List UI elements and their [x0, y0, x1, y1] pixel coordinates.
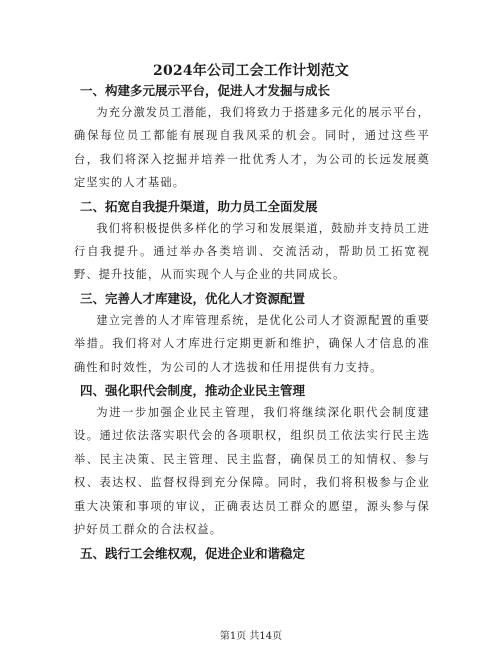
- section-3: [74, 289, 430, 379]
- section-2: [74, 197, 430, 287]
- page-number-footer: 第1页 共14页: [219, 631, 283, 642]
- section-heading: 一、构建多元展示平台，促进人才发掘与成长: [80, 83, 331, 98]
- section-1: [74, 81, 430, 195]
- section-paragraph: 我们将积极提供多样化的学习和发展渠道，鼓励并支持员工进行自我提升。通过举办各类培训、交流活动，帮助员工拓宽视野、提升技能，从而实现个人与企业的共同成长。: [74, 221, 430, 282]
- section-paragraph: 为进一步加强企业民主管理，我们将继续深化职代会制度建设。通过依法落实职代会的各项职权，组织员工依法实行民主选举、民主决策、民主管理、民主监督，确保员工的知情权、参与权、表达权、监督权得到充分保障。同时，我们将积极参与企业重大决策和事项的审议，正确表达员工群众的愿望，源头参与保护好员工群众的合法权益。: [74, 406, 430, 537]
- section-paragraph: 建立完善的人才库管理系统，是优化公司人才资源配置的重要举措。我们将对人才库进行定期更新和维护，确保人才信息的准确性和时效性，为公司的人才选拔和任用提供有力支持。: [74, 313, 430, 374]
- document-title: 2024年公司工会工作计划范文: [153, 63, 349, 79]
- section-heading: 四、强化职代会制度，推动企业民主管理: [80, 383, 306, 399]
- section-paragraph: 为充分激发员工潜能，我们将致力于搭建多元化的展示平台，确保每位员工都能有展现自我风采的机会。同时，通过这些平台，我们将深入挖掘并培养一批优秀人才，为公司的长远发展奠定坚实的人才基础。: [74, 106, 430, 190]
- document-body: [74, 81, 430, 566]
- section-heading: 二、拓宽自我提升渠道，助力员工全面发展: [80, 198, 318, 214]
- section-heading: 三、完善人才库建设，优化人才资源配置: [80, 290, 306, 306]
- section-heading: 五、践行工会维权观，促进企业和谐稳定: [80, 545, 306, 561]
- section-5: [74, 544, 430, 564]
- section-4: [74, 381, 430, 541]
